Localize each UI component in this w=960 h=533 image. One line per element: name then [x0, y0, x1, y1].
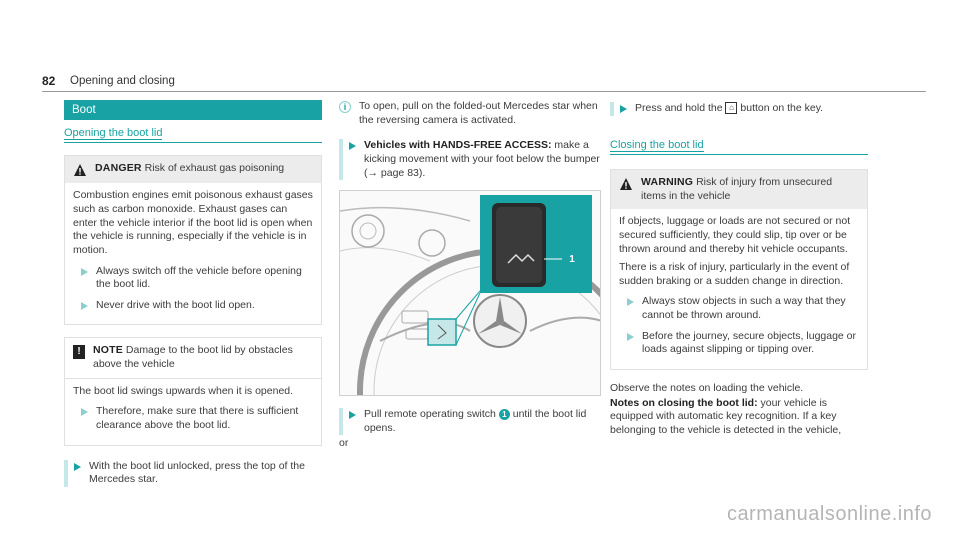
danger-title: Risk of exhaust gas poisoning — [144, 162, 285, 175]
note-title: Damage to the boot lid by obstacles above the vehicle — [93, 344, 293, 371]
callout-marker: 1 — [564, 252, 580, 268]
subheading-opening: Opening the boot lid — [64, 126, 322, 143]
arrow-right-icon — [627, 333, 634, 341]
exclamation-icon: ! — [73, 345, 85, 359]
note-keyword: NOTE — [93, 344, 123, 357]
note-box — [64, 337, 322, 445]
section-title: Boot — [64, 100, 322, 120]
danger-box — [64, 155, 322, 325]
arrow-right-icon — [81, 268, 88, 276]
list-item: Always switch off the vehicle before opening the boot lid. — [73, 265, 313, 292]
list-item: Before the journey, secure objects, luggage or loads against slipping or tipping over. — [619, 330, 859, 357]
right-column — [610, 100, 868, 443]
note-header — [65, 338, 321, 377]
warning-body: If objects, luggage or loads are not secured or not secured sufficiently, they could slip, tip over or be thrown around and thereby hit vehicle occupants. — [619, 215, 851, 255]
step-press-star: With the boot lid unlocked, press the top of the Mercedes star. — [64, 460, 322, 487]
list-item: Always stow objects in such a way that they cannot be thrown around. — [619, 295, 859, 322]
arrow-right-icon — [349, 142, 356, 150]
warning-box — [610, 169, 868, 370]
step-remote-switch: Pull remote operating switch 1 until the boot lid opens. — [339, 408, 601, 435]
boot-lid-key-icon: ⌂ — [725, 102, 737, 114]
observe-text: Observe the notes on loading the vehicle. — [610, 381, 804, 394]
page-header — [42, 74, 926, 92]
arrow-right-icon — [620, 105, 627, 113]
list-item: Never drive with the boot lid open. — [73, 299, 313, 313]
danger-keyword: DANGER — [95, 162, 142, 175]
or-text: or — [339, 437, 349, 450]
danger-header — [65, 156, 321, 183]
arrow-right-icon — [349, 411, 356, 419]
arrow-right-icon — [74, 463, 81, 471]
left-column — [64, 100, 322, 487]
subheading-closing: Closing the boot lid — [610, 138, 868, 155]
warning-title: Risk of injury from unsecured items in the vehicle — [641, 175, 833, 202]
warning-triangle-icon — [619, 177, 633, 191]
closing-notes: Notes on closing the boot lid: your vehicle is equipped with automatic key recognition. If a key belonging to the vehicle is detected in the vehicle, — [610, 396, 842, 436]
warning-keyword: WARNING — [641, 175, 694, 188]
danger-body: Combustion engines emit poisonous exhaust gases such as carbon monoxide. Exhaust gases can enter the vehicle interior if the boot lid is open when the vehicle is running, especially if the vehicle is in motion. — [73, 189, 313, 256]
watermark: carmanualsonline.info — [726, 503, 932, 525]
warning-body: There is a risk of injury, particularly in the event of sudden braking or a sudden change in direction. — [619, 261, 850, 287]
step-press-key: Press and hold the ⌂ button on the key. — [610, 102, 868, 116]
warning-triangle-icon — [73, 163, 87, 177]
interior-photo — [339, 190, 601, 396]
page-number: 82 — [42, 74, 56, 88]
step-hands-free: Vehicles with HANDS-FREE ACCESS: make a kicking movement with your foot below the bumper (→ page 83). — [339, 139, 601, 180]
info-note: i To open, pull on the folded-out Mercedes star when the reversing camera is activated. — [339, 100, 601, 127]
arrow-right-icon — [81, 302, 88, 310]
warning-header — [611, 170, 867, 209]
callout-marker: 1 — [499, 409, 510, 420]
page-header-title: Opening and closing — [70, 75, 175, 87]
arrow-right-icon — [81, 408, 88, 416]
list-item: Therefore, make sure that there is sufficient clearance above the boot lid. — [73, 405, 313, 432]
arrow-right-icon — [627, 298, 634, 306]
info-icon: i — [339, 101, 351, 113]
middle-column — [339, 100, 601, 451]
steering-wheel-illustration — [340, 191, 601, 396]
note-body: The boot lid swings upwards when it is opened. — [73, 384, 294, 397]
